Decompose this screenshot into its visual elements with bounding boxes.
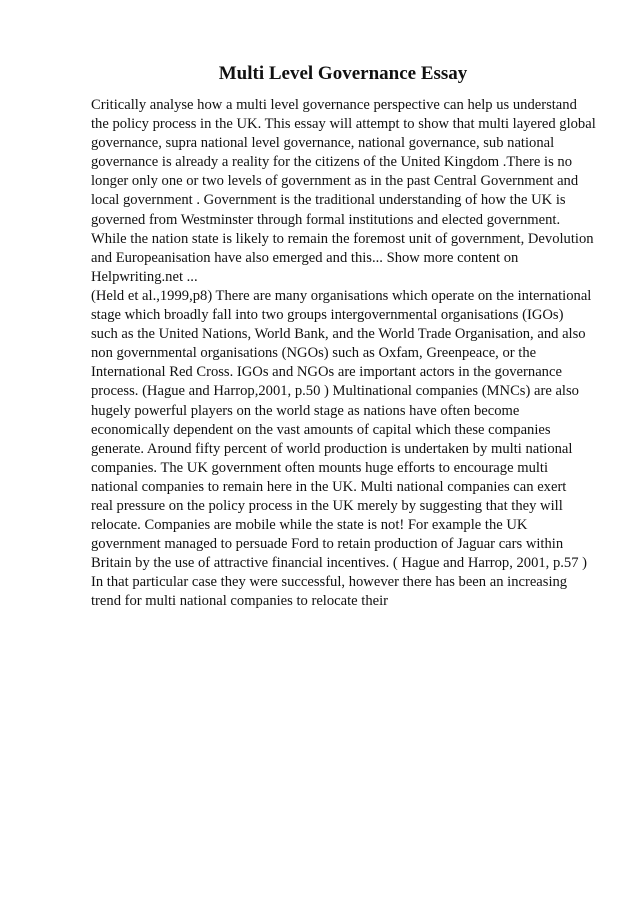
body-line: real pressure on the policy process in the UK merely by suggesting that they will <box>91 497 563 514</box>
body-line: the policy process in the UK. This essay will attempt to show that multi layered global <box>91 116 596 133</box>
body-line: While the nation state is likely to remain the foremost unit of government, Devolution <box>91 230 594 247</box>
body-line: national companies to remain here in the UK. Multi national companies can exert <box>91 478 567 495</box>
body-line: Critically analyse how a multi level governance perspective can help us understand <box>91 97 577 113</box>
body-line: (Held et al.,1999,p8) There are many organisations which operate on the international <box>91 287 592 304</box>
body-line: economically dependent on the vast amounts of capital which these companies <box>91 421 551 438</box>
body-line: government managed to persuade Ford to retain production of Jaguar cars within <box>91 536 564 553</box>
document-body <box>91 96 601 612</box>
body-line: longer only one or two levels of government as in the past Central Government and <box>91 173 579 190</box>
body-line: local government . Government is the traditional understanding of how the UK is <box>91 192 566 209</box>
body-line: hugely powerful players on the world stage as nations have often become <box>91 402 520 419</box>
body-line: companies. The UK government often mounts huge efforts to encourage multi <box>91 459 549 476</box>
body-line: Helpwriting.net ... <box>91 268 198 285</box>
body-line: trend for multi national companies to relocate their <box>91 593 389 610</box>
body-line: governance, supra national level governance, national governance, sub national <box>91 135 555 152</box>
body-line: International Red Cross. IGOs and NGOs are important actors in the governance <box>91 364 562 381</box>
body-line: non governmental organisations (NGOs) such as Oxfam, Greenpeace, or the <box>91 345 537 362</box>
body-line: governance is already a reality for the citizens of the United Kingdom .There is no <box>91 154 573 171</box>
body-line: generate. Around fifty percent of world production is undertaken by multi national <box>91 440 573 457</box>
body-line: Britain by the use of attractive financial incentives. ( Hague and Harrop, 2001, p.57 ) <box>91 555 588 572</box>
document-title: Multi Level Governance Essay <box>218 63 468 84</box>
body-line: In that particular case they were successful, however there has been an increasing <box>91 574 568 591</box>
body-line: governed from Westminster through formal institutions and elected government. <box>91 211 561 228</box>
body-line: and Europeanisation have also emerged and this... Show more content on <box>91 249 519 266</box>
body-line: stage which broadly fall into two groups intergovernmental organisations (IGOs) <box>91 307 564 324</box>
body-line: relocate. Companies are mobile while the state is not! For example the UK <box>91 517 528 534</box>
body-line: process. (Hague and Harrop,2001, p.50 ) Multinational companies (MNCs) are also <box>91 383 579 400</box>
body-line: such as the United Nations, World Bank, and the World Trade Organisation, and also <box>91 326 586 343</box>
